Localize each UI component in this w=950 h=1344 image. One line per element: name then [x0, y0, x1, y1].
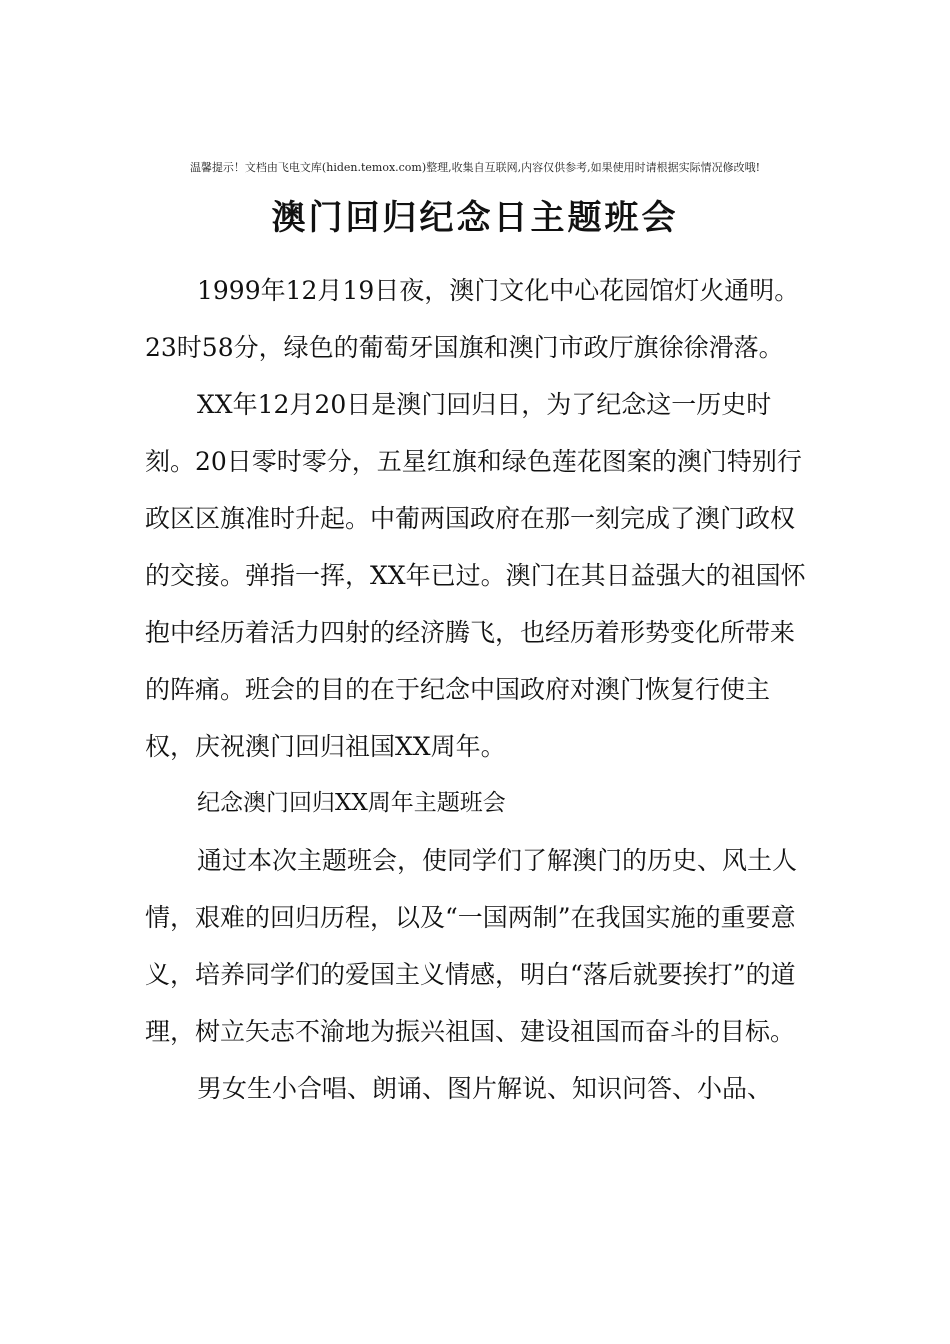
- header-notice: 温馨提示！文档由飞电文库(hiden.temox.com)整理,收集自互联网,内容仅供参考,如果使用时请根据实际情况修改哦!: [189, 161, 761, 174]
- paragraph-activities: 男女生小合唱、朗诵、图片解说、知识问答、小品、: [197, 1074, 773, 1103]
- paragraph-objective: 通过本次主题班会，使同学们了解澳门的历史、风土人情，艰难的回归历程，以及“一国两制”在我国实施的重要意义，培养同学们的爱国主义情感，明白“落后就要挨打”的道理，树立矢志不渝地为振兴祖国、建设祖国而奋斗的目标。: [145, 846, 798, 1046]
- paragraph-subtitle: 纪念澳门回归XX周年主题班会: [197, 790, 506, 816]
- paragraph-background: XX年12月20日是澳门回归日，为了纪念这一历史时刻。20日零时零分，五星红旗和绿色莲花图案的澳门特别行政区区旗准时升起。中葡两国政府在那一刻完成了澳门政权的交接。弹指一挥，XX年已过。澳门在其日益强大的祖国怀抱中经历着活力四射的经济腾飞，也经历着形势变化所带来的阵痛。班会的目的在于纪念中国政府对澳门恢复行使主权，庆祝澳门回归祖国XX周年。: [145, 390, 806, 761]
- paragraph-intro: 1999年12月19日夜，澳门文化中心花园馆灯火通明。23时58分，绿色的葡萄牙国旗和澳门市政厅旗徐徐滑落。: [145, 276, 800, 362]
- document-body: [145, 262, 815, 1117]
- document-title: 澳门回归纪念日主题班会: [271, 198, 679, 238]
